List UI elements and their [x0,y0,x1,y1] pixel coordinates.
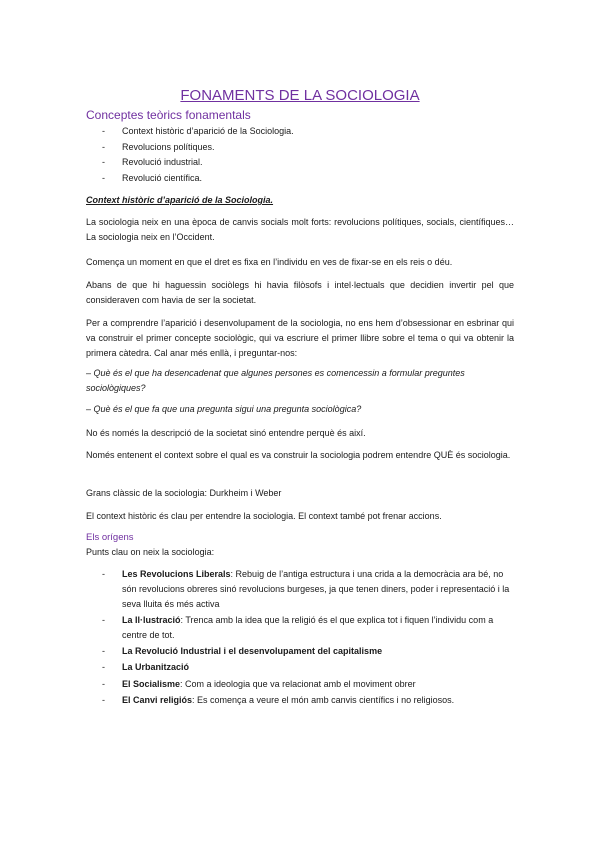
paragraph: Grans clàssic de la sociologia: Durkheim i Weber [86,488,282,498]
paragraph: La sociologia neix en una època de canvis socials molt forts: revolucions polítiques, socials, científiques… La sociologia neix en l’Occident. [86,217,514,242]
question: – Què és el que fa que una pregunta sigui una pregunta sociològica? [86,404,362,414]
list-item: - Revolució industrial. [86,155,516,171]
item-term: Les Revolucions Liberals [122,569,231,579]
item-term: La Il·lustració [122,614,181,625]
list-item [86,613,516,643]
item-text: : Es comença a veure el món amb canvis científics i no religiosos. [192,694,455,705]
list-item [86,677,516,692]
list-item: - Revolucions polítiques. [86,140,516,156]
concepts-heading: Conceptes teòrics fonamentals [86,108,251,122]
origins-heading: Els orígens [86,532,134,543]
paragraph: El context històric és clau per entendre la sociologia. El context també pot frenar accions. [86,511,442,521]
page-title: FONAMENTS DE LA SOCIOLOGIA [180,87,420,104]
item-term: La Revolució Industrial i el desenvolupament del capitalisme [122,645,383,656]
item-term: El Socialisme [122,678,181,689]
item-text: : Rebuig de l’antiga estructura i una crida a la democràcia ara bé, no són revolucions obreres sinó revolucions burgeses, ja que tenen diners, poder i representació i la seva lluita és més activa [122,569,510,609]
item-term: La Urbanització [122,662,190,673]
list-item [86,567,516,611]
paragraph: Per a comprendre l’aparició i desenvolupament de la sociologia, no ens hem d’obsessionar en esbrinar qui va construir el primer concepte sociològic, qui va escriure el primer llibre sobre el tema o qui va obtenir la primera càtedra. Cal anar més enllà, i preguntar-nos: [86,318,514,358]
list-item [86,644,516,659]
item-text: : Trenca amb la idea que la religió és el que explica tot i fiquen l’individu com a centre de tot. [122,614,494,640]
paragraph: Abans de que hi haguessin sociòlegs hi havia filòsofs i intel·lectuals que decidien invertir pel que consideraven com havia de ser la societat. [86,280,514,305]
item-term: El Canvi religiós [122,694,193,705]
list-item [86,693,516,708]
list-item: - Revolució científica. [86,171,516,187]
question: – Què és el que ha desencadenat que algunes persones es comencessin a formular preguntes sociològiques? [86,368,465,393]
origins-list [86,567,516,709]
concepts-list [86,124,516,186]
paragraph: No és només la descripció de la societat sinó entendre perquè és així. [86,428,366,438]
context-subheading: Context històric d’aparició de la Sociologia. [86,195,274,205]
paragraph: Comença un moment en que el dret es fixa en l’individu en ves de fixar-se en els reis o déu. [86,257,453,267]
paragraph: Només entenent el context sobre el qual es va construir la sociologia podrem entendre QUÈ és sociologia. [86,450,511,460]
list-item: - Context històric d’aparició de la Sociologia. [86,124,516,140]
item-text: : Com a ideologia que va relacionat amb el moviment obrer [180,678,416,689]
list-item [86,660,516,675]
origins-intro: Punts clau on neix la sociologia: [86,547,215,557]
